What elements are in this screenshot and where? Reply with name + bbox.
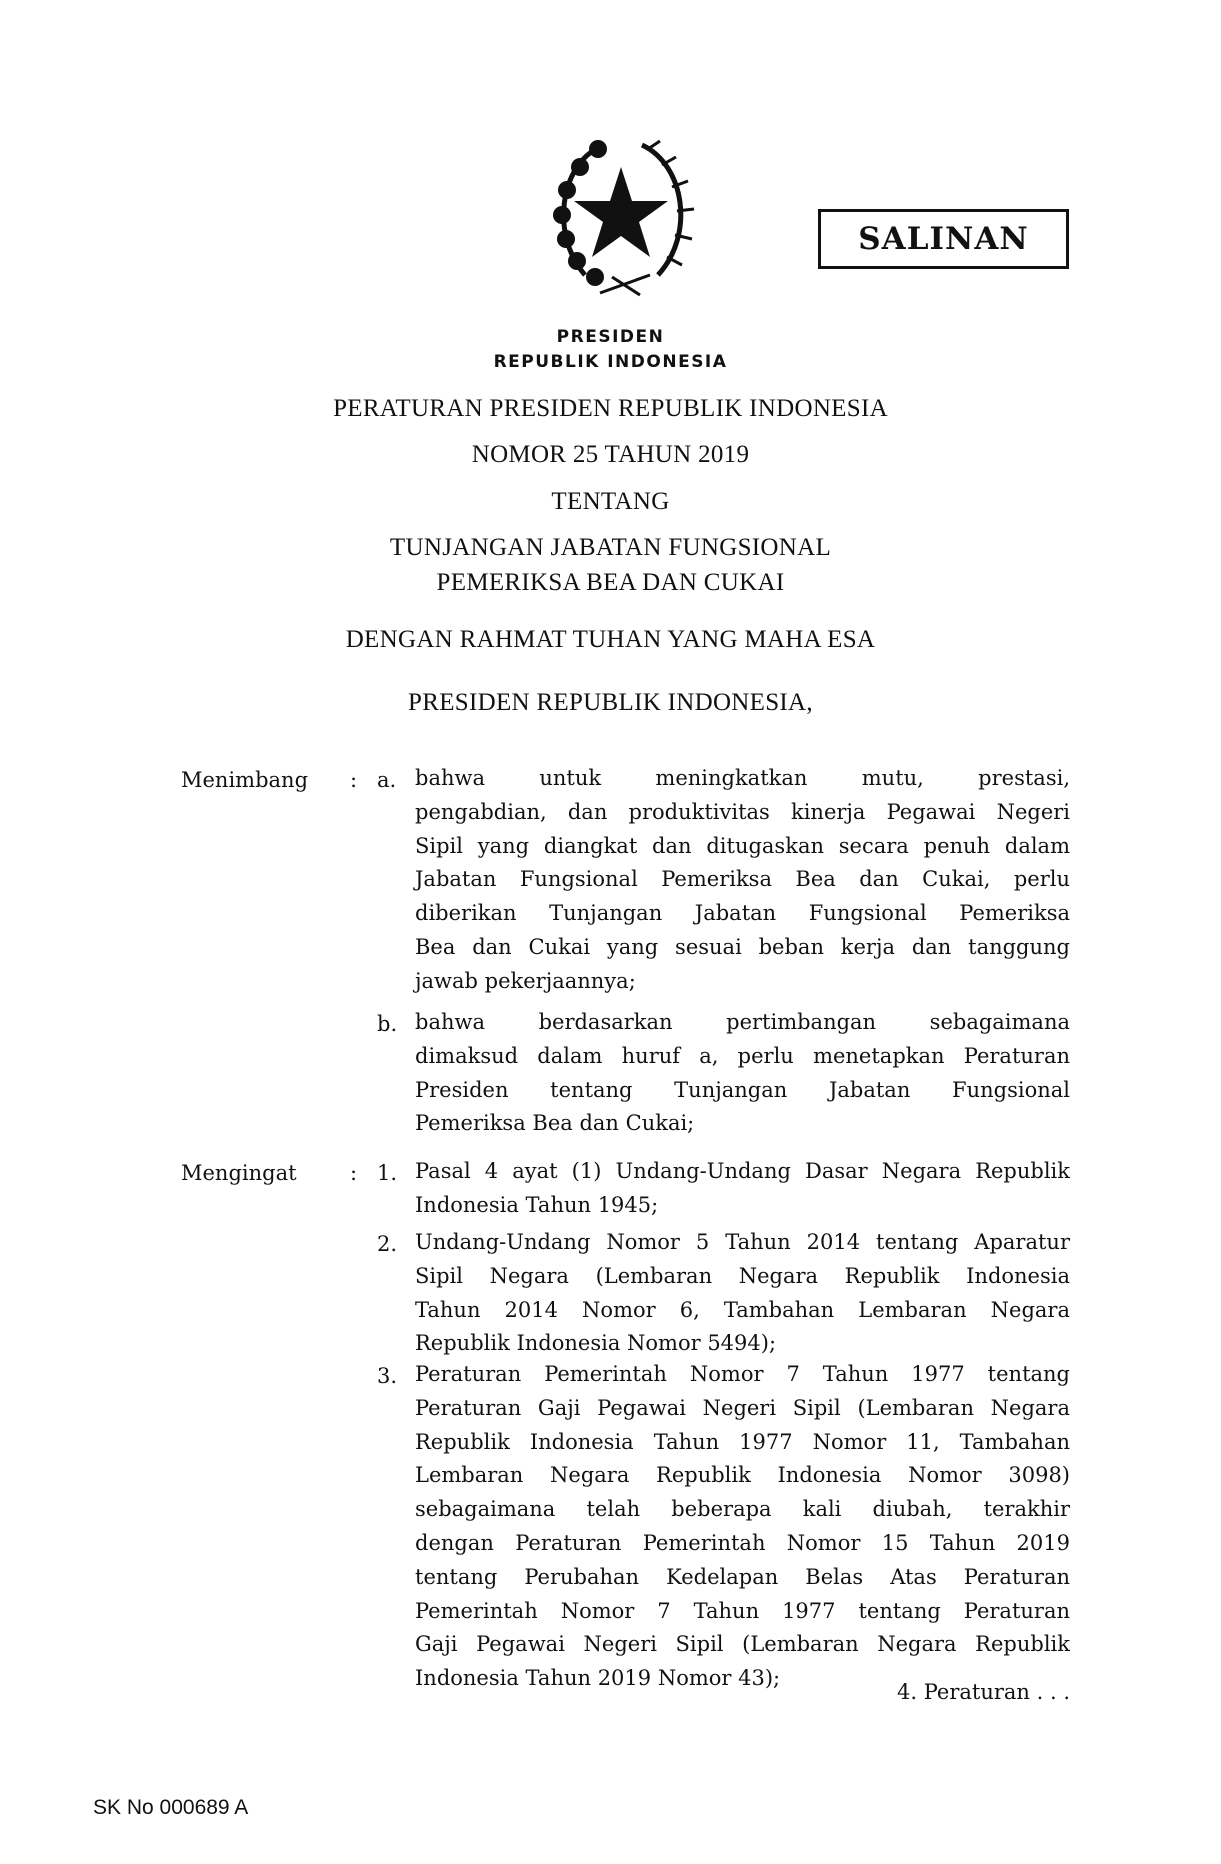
item-text-line: Sipil Negara (Lembaran Negara Republik Indonesia bbox=[415, 1263, 1070, 1288]
item-text-line: Presiden tentang Tunjangan Jabatan Fungsional bbox=[415, 1077, 1070, 1102]
item-text-line: dimaksud dalam huruf a, perlu menetapkan Peraturan bbox=[415, 1043, 1070, 1068]
item-text-line: Pemerintah Nomor 7 Tahun 1977 tentang Peraturan bbox=[415, 1598, 1070, 1623]
issuer-line: PRESIDEN REPUBLIK INDONESIA, bbox=[408, 689, 813, 716]
list-item bbox=[415, 1006, 1070, 1141]
item-text-line: sebagaimana telah beberapa kali diubah, terakhir bbox=[415, 1497, 1070, 1522]
emblem-caption-republic: REPUBLIK INDONESIA bbox=[493, 352, 728, 372]
item-text-line: Pemeriksa Bea dan Cukai; bbox=[415, 1111, 695, 1136]
item-marker: 2. bbox=[377, 1232, 398, 1256]
item-text-line: tentang Perubahan Kedelapan Belas Atas Peraturan bbox=[415, 1564, 1070, 1589]
item-text-line: Pasal 4 ayat (1) Undang-Undang Dasar Negara Republik bbox=[415, 1159, 1070, 1183]
item-marker: 1. bbox=[377, 1161, 398, 1185]
item-text-line: Republik Indonesia Nomor 5494); bbox=[415, 1331, 777, 1356]
mengingat-label: Mengingat bbox=[181, 1161, 297, 1185]
continuation-note: 4. Peraturan . . . bbox=[897, 1680, 1070, 1704]
regulation-about: TENTANG bbox=[551, 488, 670, 515]
item-text-line: Sipil yang diangkat dan ditugaskan secara penuh dalam bbox=[415, 833, 1070, 858]
item-text-line: diberikan Tunjangan Jabatan Fungsional Pemeriksa bbox=[415, 901, 1070, 926]
item-text-line: Peraturan Gaji Pegawai Negeri Sipil (Lembaran Negara bbox=[415, 1395, 1070, 1420]
emblem-caption-president: PRESIDEN bbox=[556, 327, 665, 347]
item-marker: 3. bbox=[377, 1364, 398, 1388]
regulation-title: PERATURAN PRESIDEN REPUBLIK INDONESIA bbox=[333, 395, 888, 422]
item-text-line: Bea dan Cukai yang sesuai beban kerja dan tanggung bbox=[415, 934, 1070, 959]
list-item bbox=[415, 762, 1070, 999]
mengingat-colon: : bbox=[350, 1161, 358, 1185]
salinan-stamp: SALINAN bbox=[818, 209, 1069, 269]
item-text-line: Jabatan Fungsional Pemeriksa Bea dan Cukai, perlu bbox=[415, 867, 1070, 892]
item-marker: a. bbox=[377, 768, 397, 792]
item-text-line: bahwa untuk meningkatkan mutu, prestasi, bbox=[415, 766, 1070, 790]
blessing-line: DENGAN RAHMAT TUHAN YANG MAHA ESA bbox=[345, 626, 876, 653]
item-text-line: dengan Peraturan Pemerintah Nomor 15 Tahun 2019 bbox=[415, 1530, 1070, 1555]
menimbang-label: Menimbang bbox=[181, 768, 309, 792]
list-item bbox=[415, 1155, 1070, 1223]
menimbang-colon: : bbox=[350, 768, 358, 792]
regulation-subject-line2: PEMERIKSA BEA DAN CUKAI bbox=[436, 569, 785, 596]
item-text-line: Lembaran Negara Republik Indonesia Nomor 3098) bbox=[415, 1463, 1070, 1488]
item-marker: b. bbox=[377, 1012, 398, 1036]
item-text-line: pengabdian, dan produktivitas kinerja Pegawai Negeri bbox=[415, 799, 1070, 824]
presidential-emblem-icon bbox=[540, 135, 702, 301]
item-text-line: Indonesia Tahun 2019 Nomor 43); bbox=[415, 1666, 781, 1691]
item-text-line: jawab pekerjaannya; bbox=[415, 968, 636, 993]
regulation-subject-line1: TUNJANGAN JABATAN FUNGSIONAL bbox=[389, 534, 832, 561]
item-text-line: Peraturan Pemerintah Nomor 7 Tahun 1977 tentang bbox=[415, 1362, 1070, 1386]
item-text-line: Undang-Undang Nomor 5 Tahun 2014 tentang Aparatur bbox=[415, 1230, 1070, 1254]
footer-code: SK No 000689 A bbox=[93, 1796, 249, 1819]
item-text-line: bahwa berdasarkan pertimbangan sebagaimana bbox=[415, 1010, 1070, 1034]
item-text-line: Gaji Pegawai Negeri Sipil (Lembaran Negara Republik bbox=[415, 1632, 1070, 1657]
item-text-line: Republik Indonesia Tahun 1977 Nomor 11, Tambahan bbox=[415, 1429, 1070, 1454]
list-item bbox=[415, 1358, 1070, 1696]
regulation-number: NOMOR 25 TAHUN 2019 bbox=[471, 441, 750, 468]
list-item bbox=[415, 1226, 1070, 1361]
item-text-line: Tahun 2014 Nomor 6, Tambahan Lembaran Negara bbox=[415, 1297, 1070, 1322]
item-text-line: Indonesia Tahun 1945; bbox=[415, 1192, 659, 1217]
